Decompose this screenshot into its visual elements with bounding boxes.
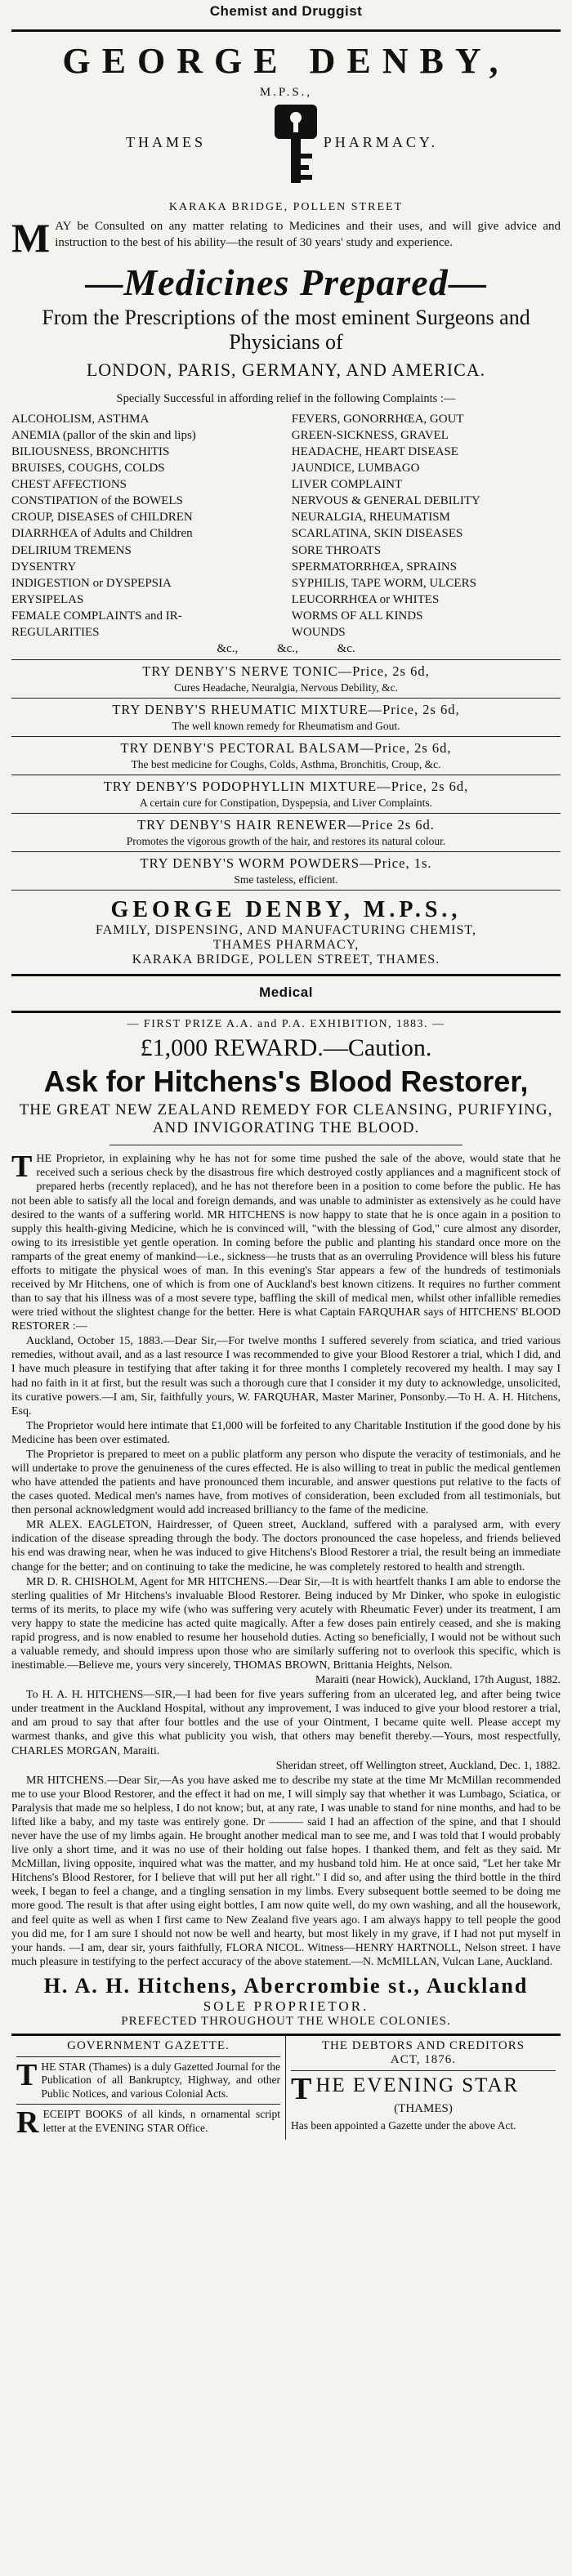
ailment-item: DIARRHŒA of Adults and Children [11, 527, 193, 541]
divider [11, 698, 561, 699]
proprietor-name: H. A. H. Hitchens, Abercrombie st., Auckland [43, 1973, 529, 1998]
notice-heading: ACT, 1876. [390, 2052, 457, 2066]
product-title: TRY DENBY'S PODOPHYLLIN MIXTURE—Price, 2s 6d, [103, 779, 469, 795]
product-title: TRY DENBY'S WORM POWDERS—Price, 1s. [140, 855, 432, 872]
denby-advertisement [11, 43, 561, 967]
drop-cap: M [11, 215, 51, 261]
address: KARAKA BRIDGE, POLLEN STREET [168, 201, 404, 213]
ailment-item: CROUP, DISEASES of CHILDREN [11, 511, 193, 525]
banner-heading: —Medicines Prepared— [85, 261, 487, 303]
ailment-item: INDIGESTION or DYSPEPSIA [11, 576, 172, 590]
divider [11, 1011, 561, 1013]
notice-subheading: (THAMES) [394, 2102, 453, 2116]
ailments-list [11, 411, 561, 641]
ailment-item: DYSENTRY [11, 560, 77, 574]
product-item [11, 779, 561, 810]
section-heading-medical: Medical [259, 984, 313, 1001]
ailment-item: SCARLATINA, SKIN DISEASES [291, 527, 463, 541]
paragraph: The Proprietor would here intimate that £1,000 will be forfeited to any Charitable Institution if the good done by his Medicine has been over estimated. [11, 1419, 561, 1446]
divider [11, 813, 561, 814]
qualification: M.P.S., [259, 86, 313, 99]
reward-line: £1,000 REWARD.—Caution. [140, 1034, 432, 1062]
paragraph: To H. A. H. HITCHENS—SIR,—I had been for five years suffering from an ulcerated leg, and after being twice under treatment in the Auckland Hospital, without any improvement, I was induced to give your blood restorer a trial, and am proud to say that after four bottles and the use of your Ointment, I became quite well. Please accept my warmest thanks, and give this what publicity you wish, that others may benefit thereby.—Yours, most respectfully, CHARLES MORGAN, Maraiti. [11, 1689, 561, 1757]
product-title: TRY DENBY'S RHEUMATIC MIXTURE—Price, 2s 6d, [112, 702, 460, 718]
pharmacy-header-row [11, 103, 561, 191]
ailment-item: LIVER COMPLAINT [291, 478, 403, 492]
ailment-item: REGULARITIES [11, 626, 100, 639]
business-word: PHARMACY. [323, 134, 438, 150]
ailment-item: WOUNDS [291, 626, 346, 639]
dateline: Maraiti (near Howick), Auckland, 17th August, 1882. [315, 1674, 561, 1687]
product-title: TRY DENBY'S PECTORAL BALSAM—Price, 2s 6d, [120, 740, 452, 757]
footer-advertiser-name: GEORGE DENBY, M.P.S., [110, 897, 462, 923]
ailment-item: ANEMIA (pallor of the skin and lips) [11, 428, 196, 442]
location-word: THAMES [126, 134, 207, 150]
paragraph: Auckland, October 15, 1883.—Dear Sir,—For twelve months I suffered severely from sciatica, and tried various remedies, without avail, and as a last resource I was recommended to give your Blood Restorer a trial, which I did, and I have much pleasure in testifying that after taking it for three months I completely recovered my health. I may say I had no faith in it at first, but the result was such a thorough cure that I consider it my duty to acknowledge, unsolicited, its curative powers.—I am, Sir, faithfully yours, W. FARQUHAR, Master Mariner, Ponsonby.—To H. A. H. Hitchens, Esq. [11, 1335, 561, 1417]
ailment-item: FEMALE COMPLAINTS and IR- [11, 609, 182, 623]
divider [11, 659, 561, 660]
ailment-item: BILIOUSNESS, BRONCHITIS [11, 444, 170, 458]
paragraph: MR ALEX. EAGLETON, Hairdresser, of Queen street, Auckland, suffered with a paralysed arm, with every indication of the disease spreading through the body. The doctors pronounced the case hopeless, and friends believed his end was drawing near, when he was induced to give Hitchens's Blood Restorer a trial, the result being an immediate change for the better; and on continuing to take the medicine, he was completely restored to health and strength. [11, 1519, 561, 1574]
intro-paragraph [11, 215, 561, 261]
divider [11, 736, 561, 737]
advertiser-name: GEORGE DENBY, [62, 41, 510, 81]
ailment-item: WORMS OF ALL KINDS [291, 609, 423, 623]
ailment-item: SPERMATORRHŒA, SPRAINS [291, 560, 458, 574]
ailments-right-column [292, 411, 561, 641]
footer-line: THAMES PHARMACY, [212, 938, 360, 953]
debtors-creditors-notice [286, 2036, 561, 2140]
dateline: Sheridan street, off Wellington street, Auckland, Dec. 1, 1882. [275, 1759, 561, 1772]
divider [11, 29, 561, 32]
government-gazette-notice [11, 2036, 286, 2140]
paragraph: THE Proprietor, in explaining why he has not for some time pushed the sale of the above, would state that he received such a serious check by the disastrous fire which destroyed costly appliances and a magnificent stock of prepared herbs (recently replaced), and he has not therefore been in a position to come before the public. He has not been able to satisfy all the local and foreign demands, and was unable to administer as extensively as he could have desired to the wants of a suffering world. MR HITCHENS is now happy to state that he is once again in a position to supply this health-giving Medicine, which he is convinced will, "with the blessing of God," cure almost any disorder, owing to its irresistible yet gentle operation. In coming before the public and planting his standard once more on the ramparts of the great enemy of mankind—i.e., sickness—he trusts that as an overruling Providence will bless his future efforts to mitigate the physical woes of man. In this evening's Star appears a few of the hundreds of testimonials received by Mr Hitchens, one of which is from one of Auckland's best known citizens. It requires no further comment than to say that his illness was of a most severe type, baffling the skill of medical men, whilst other infallible remedies were tried without the slightest change for the better. Here is what Captain FARQUHAR says of HITCHENS' BLOOD RESTORER :— [11, 1150, 561, 1333]
ailments-left-column [11, 411, 280, 641]
notice-text: RECEIPT BOOKS of all kinds, n ornamental script letter at the EVENING STAR Office. [16, 2105, 280, 2141]
sole-proprietor: SOLE PROPRIETOR. [203, 1998, 369, 2014]
notice-text: THE EVENING STAR [291, 2071, 520, 2106]
ailment-item: ALCOHOLISM, ASTHMA [11, 412, 150, 426]
intro-text: AY be Consulted on any matter relating to Medicines and their uses, and will give advice and instruction to the best of his ability—the result of 30 years' study and experience. [55, 220, 561, 249]
paragraph: MR D. R. CHISHOLM, Agent for MR HITCHENS.—Dear Sir,—It is with heartfelt thanks I am able to endorse the sterling qualities of Mr Hitchens's invaluable Blood Restorer. Being induced by Mr Dinker, who spoke in eulogistic terms of its merits, to place my wife (who was suffering very acutely with Rheumatic Fever) under its treatment, I am very happy to state the medicine has acted quite magically. After a few doses pain entirely ceased, and she is making rapid progress, and is now enabled to resume her household duties. Acting so beneficially, I would not be without such a valuable remedy, and should impress upon those who are similarly suffering not to overlook this specific, which is inestimable.—Believe me, yours very sincerely, THOMAS BROWN, Brittania Heights, Nelson. [11, 1575, 561, 1672]
divider [11, 890, 561, 891]
products-list [11, 663, 561, 891]
drop-cap: T [16, 2057, 38, 2092]
divider [11, 851, 561, 852]
notice-heading: GOVERNMENT GAZETTE. [67, 2038, 230, 2052]
product-description: The best medicine for Coughs, Colds, Asthma, Bronchitis, Croup, &c. [131, 758, 441, 771]
ailment-item: ERYSIPELAS [11, 592, 84, 606]
ailment-item: NEURALGIA, RHEUMATISM [291, 511, 450, 525]
product-item [11, 817, 561, 848]
testimonials-body [11, 1152, 561, 1969]
product-description: The well known remedy for Rheumatism and Gout. [172, 720, 400, 733]
product-item [11, 702, 561, 733]
perfected-line: PREFECTED THROUGHOUT THE WHOLE COLONIES. [121, 2014, 451, 2028]
ailment-item: JAUNDICE, LUMBAGO [291, 462, 420, 475]
product-title: TRY DENBY'S NERVE TONIC—Price, 2s 6d, [142, 663, 430, 680]
footer-line: FAMILY, DISPENSING, AND MANUFACTURING CHEMIST, [96, 923, 476, 938]
ailment-item: NERVOUS & GENERAL DEBILITY [291, 494, 480, 508]
etc-line: &c., &c., &c. [217, 642, 355, 656]
hitchens-title: Ask for Hitchens's Blood Restorer, [43, 1065, 529, 1099]
complaints-intro: Specially Successful in affording relief in the following Complaints :— [116, 391, 456, 405]
product-description: Sme tasteless, efficient. [234, 873, 338, 886]
ailment-item: DELIRIUM TREMENS [11, 543, 132, 557]
ailment-item: SORE THROATS [291, 543, 382, 557]
notice-text: Has been appointed a Gazette under the above Act. [291, 2119, 516, 2132]
product-title: TRY DENBY'S HAIR RENEWER—Price 2s 6d. [137, 817, 435, 833]
section-heading-chemist: Chemist and Druggist [209, 3, 363, 19]
product-description: A certain cure for Constipation, Dyspepsia, and Liver Complaints. [139, 797, 433, 810]
key-emblem-icon [273, 103, 319, 190]
paragraph: The Proprietor is prepared to meet on a public platform any person who dispute the veracity of testimonials, and he will undertake to prove the genuineness of the cures effected. He is also willing to treat in public the medical gentlemen who have attended the patients and have pronounced them incurable, and answer questions put relative to the facts of the cases quoted. Medical men's names have, from motives of consideration, been excluded from all testimonials, but then personal acknowledgment would add increased brilliancy to the fame of the medicine. [11, 1448, 561, 1517]
ailment-item: LEUCORRHŒA or WHITES [291, 592, 440, 606]
ailment-item: BRUISES, COUGHS, COLDS [11, 462, 165, 475]
divider [291, 2070, 556, 2071]
ailment-item: SYPHILIS, TAPE WORM, ULCERS [291, 576, 476, 590]
product-description: Promotes the vigorous growth of the hair, and restores its natural colour. [126, 835, 446, 848]
product-description: Cures Headache, Neuralgia, Nervous Debility, &c. [174, 681, 398, 694]
from-line: From the Prescriptions of the most eminent Surgeons and Physicians of [42, 306, 530, 354]
drop-cap: R [16, 2105, 39, 2141]
divider [16, 2104, 280, 2105]
cities-line: LONDON, PARIS, GERMANY, AND AMERICA. [86, 359, 486, 380]
product-item [11, 740, 561, 771]
gazette-notices [11, 2034, 561, 2140]
footer-line: KARAKA BRIDGE, POLLEN STREET, THAMES. [132, 953, 440, 967]
product-item [11, 855, 561, 886]
divider [11, 974, 561, 976]
hitchens-advertisement [11, 1018, 561, 2029]
ailment-item: HEADACHE, HEART DISEASE [291, 444, 458, 458]
paragraph: MR HITCHENS.—Dear Sir,—As you have asked me to describe my state at the time Mr McMillan recommended me to use your Blood Restorer, and the effect it had on me, I will simply say that whether it was Lumbago, Sciatica, or Paralysis that made me so helpless, I do not know; but, at any rate, I was unable to stand for nine months, and had to be lifted like a baby, and my taste was entirely gone. Dr ——— said I had an affection of the spine, and that I should never have the use of my limbs again. He brought another medical man to see me, and I was told that I would probably live only a short time, and it was no use of their holding out false hopes. I thanked them, and felt as they said. Mr McMillan, living opposite, inquired what was the matter, and my husband told him. He at once said, "Let her take Mr Hitchens's Blood Restorer, for I believe that will put her all right." I did so, and after using the third bottle in the third week, I began to feel a change, and a tingling sensation in my limbs. Every subsequent bottle seemed to be doing me more good. The result is that after using eight bottles, I am now quite well, do my own washing, and all the housework, and feel quite as well as when I first came to New Zealand five years ago. I am always happy to tell people the good you did me, for I am sure I should not now be well and hearty, but most likely in my grave, if I had not put myself in your hands. —I am, dear sir, yours faithfully, FLORA NICOL. Witness—HENRY HARTNOLL, Nelson street. I have much pleasure in testifying to the perfect accuracy of the above statement.—N. McMILLAN, Vulcan Lane, Auckland. [11, 1774, 561, 1968]
ailment-item: GREEN-SICKNESS, GRAVEL [291, 428, 449, 442]
ailment-item: FEVERS, GONORRHŒA, GOUT [291, 412, 464, 426]
drop-cap: T [11, 1150, 33, 1185]
hitchens-subtitle: THE GREAT NEW ZEALAND REMEDY FOR CLEANSING, PURIFYING, AND INVIGORATING THE BLOOD. [19, 1100, 553, 1137]
product-item [11, 663, 561, 694]
drop-cap: T [291, 2071, 312, 2106]
notice-text: THE STAR (Thames) is a duly Gazetted Journal for the Publication of all Bankruptcy, Highway, and other Public Notices, and various Colonial Acts. [16, 2057, 280, 2100]
ailment-item: CONSTIPATION of the BOWELS [11, 494, 183, 508]
ailment-item: CHEST AFFECTIONS [11, 478, 127, 492]
divider [16, 2056, 280, 2057]
prize-line: — FIRST PRIZE A.A. and P.A. EXHIBITION, 1883. — [127, 1018, 445, 1031]
notice-heading: THE DEBTORS AND CREDITORS [321, 2038, 525, 2052]
